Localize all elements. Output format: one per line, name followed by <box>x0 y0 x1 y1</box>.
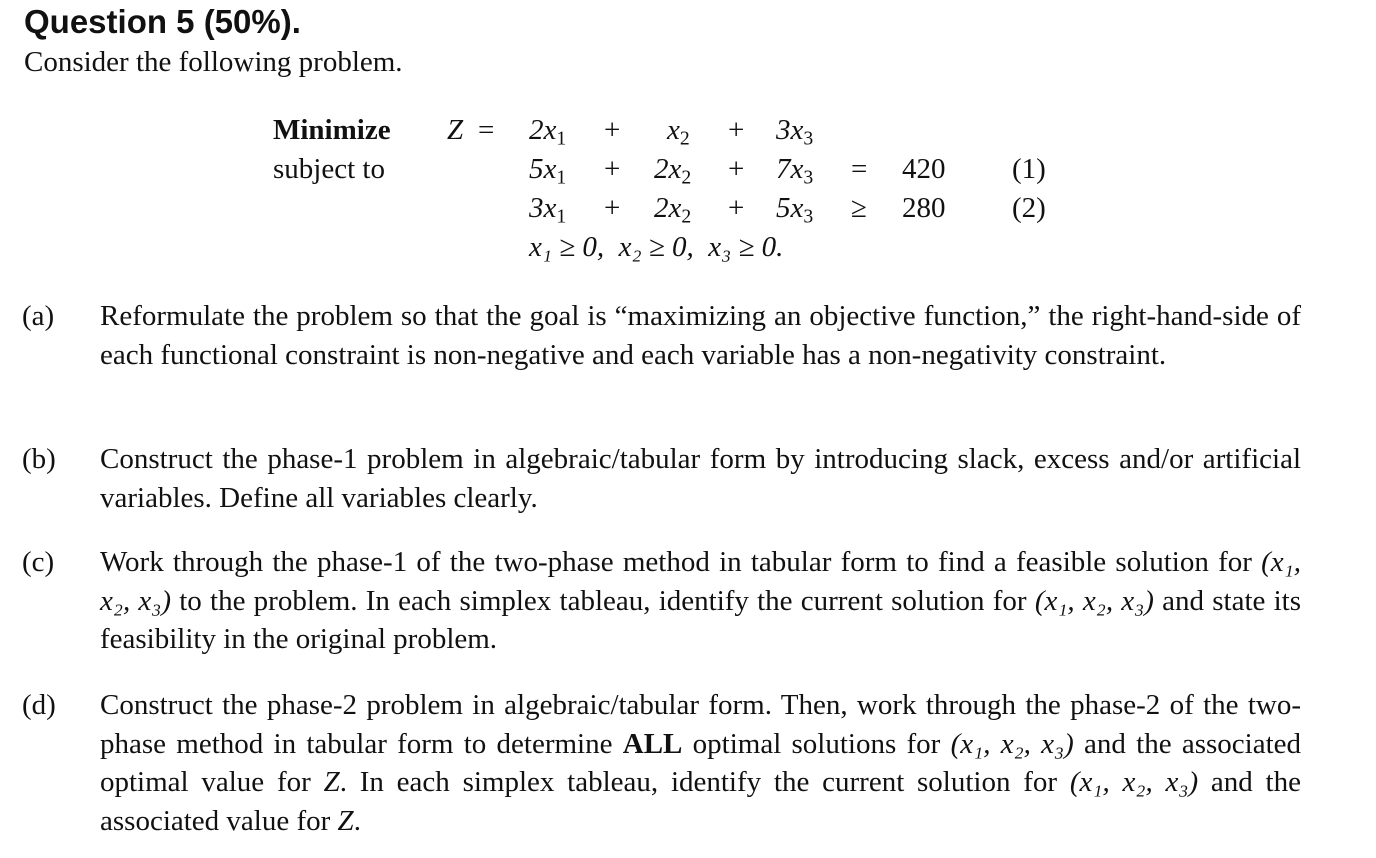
part-b-text: Construct the phase-1 problem in algebraic/tabular form by introducing slack, excess and/or artificial variables. Define all variables clearly. <box>100 443 1301 514</box>
c2-term-2: $2x_2$ <box>654 192 692 228</box>
part-c-text: Work through the phase-1 of the two-phase method in tabular form to find a feasible solution for (x₁, x₂, x₃) to the problem. In each simplex tableau, identify the current solution for (x₁, x₂, x₃) and state its feasibility in the original problem. <box>100 546 1302 655</box>
part-d-text: Construct the phase-2 problem in algebraic/tabular form. Then, work through the phase-2 of the two-phase method in tabular form to determine ALL optimal solutions for (x₁, x₂, x₃) and the associated optimal value for Z. In each simplex tableau, identify the current solution for (x₁, x₂, x₃) and the associated value for Z. <box>100 689 1302 837</box>
c1-plus-1: + <box>604 153 621 185</box>
tuple-x: (x₁, x₂, x₃) <box>1069 766 1199 798</box>
c1-term-1: $5x_1$ <box>529 153 567 189</box>
c2-label: (2) <box>1012 192 1046 224</box>
c2-term-1: $3x_1$ <box>529 192 567 228</box>
c2-plus-1: + <box>604 192 621 224</box>
c1-term-2: $2x_2$ <box>654 153 692 189</box>
obj-term-2: $x_2$ <box>667 114 690 150</box>
subject-to-label: subject to <box>273 153 385 185</box>
objective-keyword: Minimize <box>273 114 391 146</box>
c1-rhs: 420 <box>902 153 946 185</box>
var-z: Z <box>323 766 340 798</box>
tuple-x: (x₁, x₂, x₃) <box>1034 584 1154 617</box>
part-c-label: (c) <box>22 546 55 578</box>
question-title: Question 5 (50%). <box>24 3 301 40</box>
obj-term-1: $2x_1$ <box>529 114 567 150</box>
c2-term-3: $5x_3$ <box>776 192 814 228</box>
part-a-label: (a) <box>22 300 55 332</box>
c2-rhs: 280 <box>902 192 946 224</box>
c2-relation: ≥ <box>851 192 867 224</box>
part-b-label: (b) <box>22 443 56 475</box>
c2-plus-2: + <box>728 192 745 224</box>
obj-plus-2: + <box>728 114 745 146</box>
tuple-x: (x₁, x₂, x₃) <box>100 546 1302 617</box>
var-z: Z <box>337 804 354 837</box>
tuple-x: (x₁, x₂, x₃) <box>950 727 1074 760</box>
part-a-text: Reformulate the problem so that the goal is “maximizing an objective function,” the right-hand-side of each functional constraint is non-negative and each variable has a non-negativity constraint. <box>100 300 1301 371</box>
emphasis-all: ALL <box>622 727 683 760</box>
c1-label: (1) <box>1012 153 1046 185</box>
objective-equals: = <box>478 114 495 146</box>
c1-term-3: $7x_3$ <box>776 153 814 189</box>
nonnegativity-constraints: x₁ ≥ 0, x₂ ≥ 0, x₃ ≥ 0. <box>529 231 784 263</box>
question-intro: Consider the following problem. <box>24 46 403 78</box>
obj-plus-1: + <box>604 114 621 146</box>
part-d-label: (d) <box>22 689 56 721</box>
c1-relation: = <box>851 153 868 185</box>
obj-term-3: $3x_3$ <box>776 114 814 150</box>
c1-plus-2: + <box>728 153 745 185</box>
objective-variable: Z <box>447 114 464 146</box>
